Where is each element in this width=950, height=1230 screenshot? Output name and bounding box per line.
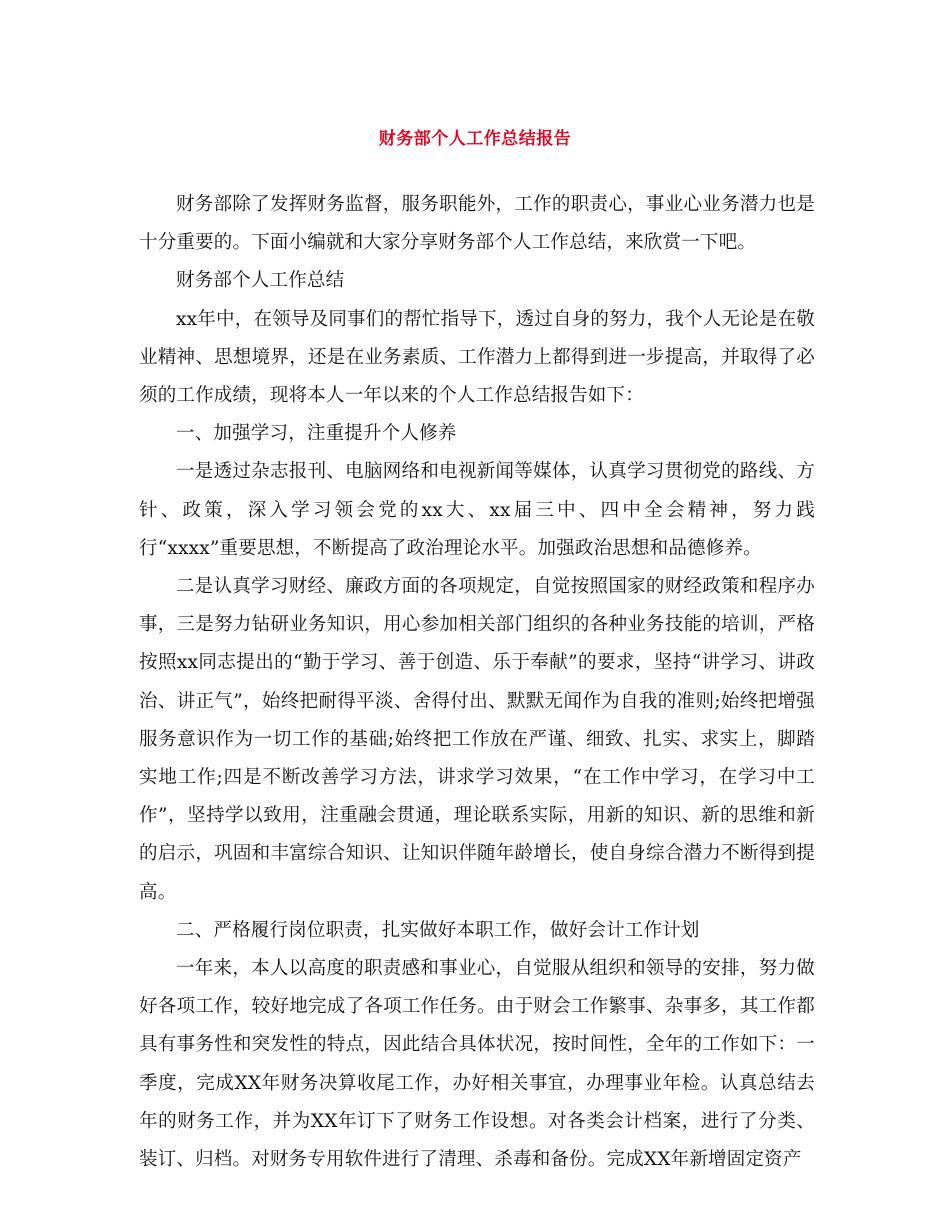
section-heading-2: 二、严格履行岗位职责，扎实做好本职工作，做好会计工作计划	[176, 919, 700, 941]
paragraph-study-1: 一是透过杂志报刊、电脑网络和电视新闻等媒体，认真学习贯彻党的路线、方针、政策，深入学习领会党的xx大、xx届三中、四中全会精神，努力践行“xxxx”重要思想，不断提高了政治理论水平。加强政治思想和品德修养。	[139, 461, 815, 559]
paragraph-intro: 财务部除了发挥财务监督，服务职能外，工作的职责心，事业心业务潜力也是十分重要的。下面小编就和大家分享财务部个人工作总结，来欣赏一下吧。	[139, 194, 815, 254]
section-heading-1: 一、加强学习，注重提升个人修养	[176, 423, 457, 445]
paragraph-duties: 一年来，本人以高度的职责感和事业心，自觉服从组织和领导的安排，努力做好各项工作，较好地完成了各项工作任务。由于财会工作繁事、杂事多，其工作都具有事务性和突发性的特点，因此结合具体状况，按时间性，全年的工作如下：一季度，完成XX年财务决算收尾工作，办好相关事宜，办理事业年检。认真总结去年的财务工作，并为XX年订下了财务工作设想。对各类会计档案，进行了分类、装订、归档。对财务专用软件进行了清理、杀毒和备份。完成XX年新增固定资产	[139, 958, 815, 1171]
document-body	[139, 186, 815, 1179]
paragraph-overview: xx年中，在领导及同事们的帮忙指导下，透过自身的努力，我个人无论是在敬业精神、思想境界，还是在业务素质、工作潜力上都得到进一步提高，并取得了必须的工作成绩，现将本人一年以来的个人工作总结报告如下：	[139, 308, 815, 407]
paragraph-study-2: 二是认真学习财经、廉政方面的各项规定，自觉按照国家的财经政策和程序办事，三是努力钻研业务知识，用心参加相关部门组织的各种业务技能的培训，严格按照xx同志提出的“勤于学习、善于创造、乐于奉献”的要求，坚持“讲学习、讲政治、讲正气”，始终把耐得平淡、舍得付出、默默无闻作为自我的准则;始终把增强服务意识作为一切工作的基础;始终把工作放在严谨、细致、扎实、求实上，脚踏实地工作;四是不断改善学习方法，讲求学习效果，“在工作中学习，在学习中工作”，坚持学以致用，注重融会贯通，理论联系实际，用新的知识、新的思维和新的启示，巩固和丰富综合知识、让知识伴随年龄增长，使自身综合潜力不断得到提高。	[139, 576, 815, 903]
document-title: 财务部个人工作总结报告	[378, 129, 572, 149]
paragraph-heading-summary: 财务部个人工作总结	[176, 270, 345, 292]
